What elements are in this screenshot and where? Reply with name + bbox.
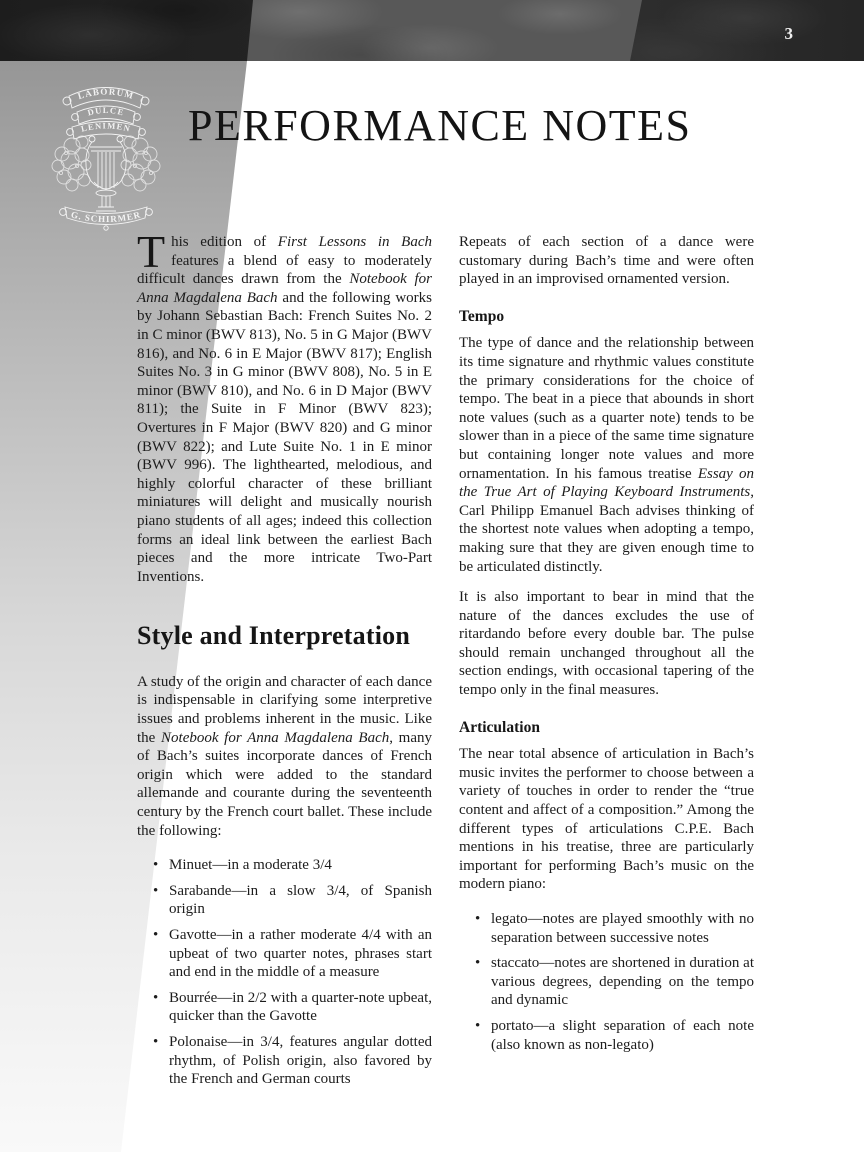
paragraph	[137, 226, 433, 586]
left-column	[137, 226, 433, 1101]
bullet-item	[153, 926, 432, 982]
bullet-item	[153, 1033, 432, 1089]
section-heading: Style and Interpretation	[137, 621, 410, 651]
paragraph	[459, 334, 754, 576]
text-run: his edition of	[171, 234, 278, 250]
text-run: Repeats of each section of a dance were customary during Bach’s time and were often played in an improvised ornamented version.	[459, 234, 754, 288]
crest-motto-line-2: DULCE	[86, 104, 126, 118]
paragraph	[459, 745, 754, 894]
text-run: and the following works by Johann Sebastian Bach: French Suites No. 2 in C minor (BWV 813), No. 5 in G Major (BWV 816), and No. 6 in E Major (BWV 817); English Suites No. 3 in G minor (BWV 808), No. 5 in E minor (BWV 810), and No. 6 in D Major (BWV 811); the Suite in F Minor (BWV 823); Overtures in F Major (BWV 820) and G minor (BWV 822); and Lute Suite No. 1 in E minor (BWV 996). The lighthearted, melodious, and highly colorful character of these brilliant miniatures will delight and musically nourish piano students of all ages; indeed this collection forms an ideal link between the earliest Bach pieces and the more intricate Two-Part Inventions.	[137, 289, 432, 585]
page-title: PERFORMANCE NOTES	[188, 101, 692, 150]
crest-name: G. SCHIRMER	[69, 209, 143, 225]
text-run: A study of the origin and character of each dance is indispensable in clarifying some interpretive issues and problems inherent in the music. Like the	[137, 673, 432, 746]
text-run: , Carl Philipp Emanuel Bach advises thinking of the shortest note values when adopting a tempo, making sure that they are given enough time to be articulated distinctly.	[459, 484, 754, 575]
paragraph	[137, 673, 432, 840]
bullet-item	[475, 1017, 754, 1054]
bullet-item	[153, 856, 432, 875]
text-run: Sarabande—in a slow 3/4, of Spanish origin	[169, 882, 432, 918]
italic-text-run: Essay on the True Art of Playing Keyboard Instruments	[459, 465, 754, 501]
text-run: features a blend of easy to moderately difficult dances drawn from the	[137, 252, 432, 288]
schirmer-crest-logo	[44, 76, 168, 232]
bullet-item	[153, 882, 432, 919]
text-run: portato—a slight separation of each note (also known as non-legato)	[491, 1017, 754, 1053]
italic-text-run: Notebook for Anna Magdalena Bach	[161, 729, 390, 746]
header-band	[0, 0, 864, 61]
right-column	[459, 233, 754, 1066]
header-band-light-section	[0, 0, 864, 61]
drop-cap: T	[137, 226, 166, 277]
text-run: staccato—notes are shortened in duration at various degrees, depending on the tempo and dynamic	[491, 955, 754, 1009]
bullet-list	[137, 856, 432, 1089]
bullet-item	[475, 954, 754, 1010]
bullet-list	[459, 910, 754, 1054]
crest-foliage-left	[52, 136, 91, 191]
sub-heading: Articulation	[459, 718, 540, 736]
italic-text-run: Notebook for Anna Magdalena Bach	[137, 271, 433, 306]
bullet-item	[475, 910, 754, 947]
text-run: Minuet—in a moderate 3/4	[169, 857, 332, 874]
text-run: Gavotte—in a rather moderate 4/4 with an upbeat of two quarter notes, phrases start and end in the middle of a measure	[169, 927, 432, 981]
paragraph	[459, 233, 754, 289]
text-run: The near total absence of articulation in Bach’s music invites the performer to choose between a variety of touches in order to render the “true content and affect of a composition.” Among the different types of articulations C.P.E. Bach mentions in his treatise, three are particularly important for performing Bach’s music on the modern piano:	[459, 746, 754, 893]
text-run: Polonaise—in 3/4, features angular dotted rhythm, of Polish origin, also favored by the French and German courts	[169, 1033, 432, 1088]
crest-ornament	[104, 226, 108, 230]
bullet-item	[153, 989, 432, 1026]
text-run: , many of Bach’s suites incorporate dances of French origin which were added to the standard allemande and courante during the seventeenth century by the French court ballet. These include the following:	[137, 729, 433, 839]
text-run: The type of dance and the relationship between its time signature and rhythmic values constitute the primary considerations for the choice of tempo. The beat in a piece that abounds in short note values (such as a quarter note) tends to be slower than in a piece of the same time signature but containing longer note values and more ornamentation. In his famous treatise	[459, 335, 754, 482]
page-number: 3	[784, 24, 794, 43]
italic-text-run: First Lessons in Bach	[277, 234, 432, 250]
crest-motto-line-1: LABORUM	[76, 86, 136, 102]
crest-motto-line-3: LENIMEN	[79, 120, 133, 134]
sub-heading: Tempo	[459, 307, 505, 325]
crest-icon	[44, 76, 168, 232]
paragraph	[459, 588, 754, 700]
crest-foliage-right	[121, 136, 160, 191]
text-run: legato—notes are played smoothly with no separation between successive notes	[491, 911, 754, 946]
lyre-icon	[86, 136, 126, 211]
text-run: It is also important to bear in mind that the nature of the dances excludes the use of ritardando before every double bar. The pulse should remain unchanged throughout all the section endings, with occasional tapering of the tempo only in the final measures.	[459, 589, 754, 699]
text-run: Bourrée—in 2/2 with a quarter-note upbeat, quicker than the Gavotte	[169, 989, 432, 1025]
